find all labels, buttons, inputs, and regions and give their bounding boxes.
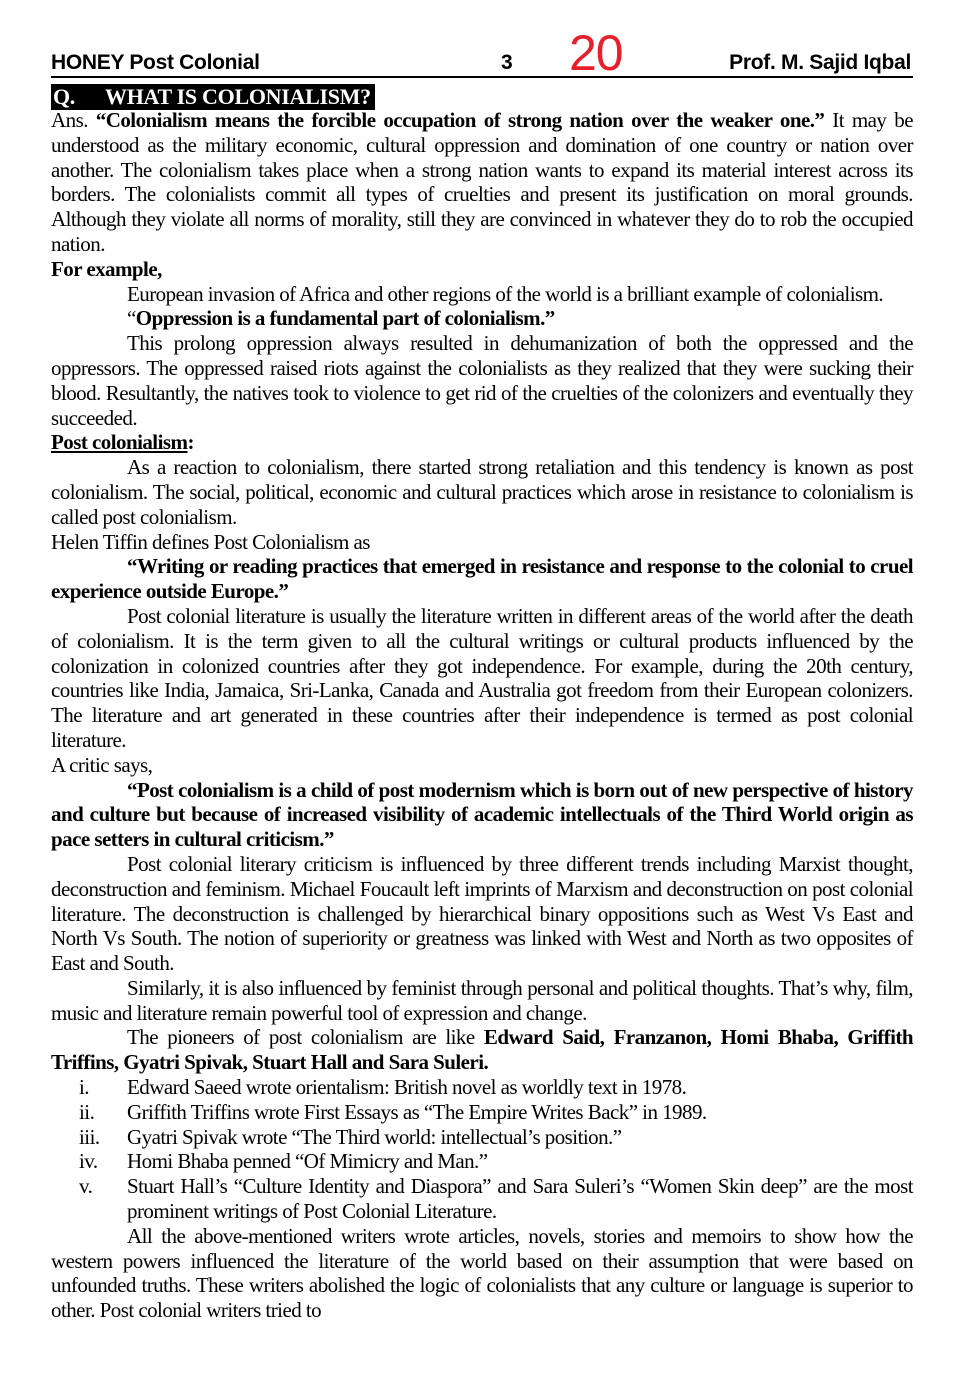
header-author: Prof. M. Sajid Iqbal — [729, 51, 911, 74]
oppression-paragraph: This prolong oppression always resulted in dehumanization of both the oppressed and the oppressors. The oppressed raised riots against the colonialists as they realized that they were sucking their blood. Resultantly, the natives took to violence to get rid of the cruelties of the colonizers and eventually they succeeded. — [51, 331, 913, 430]
list-item — [51, 1149, 913, 1174]
tiffin-quote: “Writing or reading practices that emerged in resistance and response to the colonial to cruel experience outside Europe.” — [51, 554, 913, 604]
pioneers-names: Edward Said, Franzanon, Homi Bhaba, Griffith Triffins, Gyatri Spivak, Stuart Hall and Sara Suleri. — [51, 1025, 913, 1075]
document-body — [51, 108, 913, 1323]
critic-quote: “Post colonialism is a child of post modernism which is born out of new perspective of history and culture but because of increased visibility of academic intellectuals of the Third World origin as pace setters in cultural criticism.” — [51, 777, 913, 852]
answer-text: It may be understood as the military economic, cultural oppression and domination of one country or nation over another. The colonialism takes place when a strong nation wants to expand its material interest across its borders. The colonialists commit all types of cruelties and present its justification on moral grounds. Although they violate all norms of morality, still they are convinced in whatever they do to rob the occupied nation. — [51, 108, 913, 256]
list-item — [51, 1100, 913, 1125]
colonialism-definition: “Colonialism means the forcible occupation of strong nation over the weaker one.” — [95, 108, 825, 132]
conclusion-paragraph: All the above-mentioned writers wrote articles, novels, stories and memoirs to show how the western powers influenced the literature of the world based on their assumption that were based on unfounded truths. These writers abolished the logic of colonialists that any culture or language is superior to other. Post colonial writers tried to — [51, 1223, 913, 1323]
pioneers-paragraph — [51, 1025, 913, 1075]
list-item-number: iv. — [79, 1149, 98, 1174]
header-page-number: 3 — [501, 51, 513, 74]
list-item-text: Edward Saeed wrote orientalism: British novel as worldly text in 1978. — [127, 1075, 687, 1100]
list-item-number: ii. — [79, 1099, 95, 1124]
list-item — [51, 1125, 913, 1150]
list-item-number: iii. — [79, 1124, 100, 1149]
list-item — [51, 1174, 913, 1224]
oppression-quote-text: Oppression is a fundamental part of colonialism.” — [135, 306, 555, 331]
critic-intro: A critic says, — [51, 752, 153, 777]
page-header — [51, 22, 913, 81]
pioneers-intro: The pioneers of post colonialism are like — [127, 1025, 484, 1050]
post-colonialism-heading — [51, 430, 913, 455]
post-colonialism-heading-text: Post colonialism — [51, 430, 188, 455]
heading-colon: : — [187, 430, 194, 455]
list-item-number: v. — [79, 1174, 93, 1199]
list-item-text: Homi Bhaba penned “Of Mimicry and Man.” — [127, 1149, 488, 1174]
tiffin-intro: Helen Tiffin defines Post Colonialism as — [51, 529, 370, 554]
example-heading: For example, — [51, 256, 162, 281]
list-item-number: i. — [79, 1075, 89, 1100]
list-item-text: Stuart Hall’s “Culture Identity and Diaspora” and Sara Suleri’s “Women Skin deep” are the most prominent writings of Post Colonial Literature. — [127, 1174, 913, 1224]
question-label: Q. — [53, 84, 76, 109]
criticism-paragraph: Post colonial literary criticism is influenced by three different trends including Marxist thought, deconstruction and feminism. Michael Foucault left imprints of Marxism and deconstruction on post colonial literature. The deconstruction is challenged by hierarchical binary oppositions such as West Vs East and North Vs South. The notion of superiority or greatness was linked with West and North as two opposites of East and South. — [51, 851, 913, 976]
quote-open-mark: “ — [127, 306, 136, 331]
question-title — [51, 84, 375, 110]
answer-prefix: Ans. — [51, 108, 96, 132]
header-book-title: HONEY Post Colonial — [51, 51, 260, 74]
example-paragraph: European invasion of Africa and other regions of the world is a brilliant example of colonialism. — [127, 281, 884, 306]
literature-paragraph: Post colonial literature is usually the literature written in different areas of the world after the death of colonialism. It is the term given to all the cultural writings or cultural products influenced by the colonization in colonized countries after they got independence. For example, during the 20th century, countries like India, Jamaica, Sri-Lanka, Canada and Australia got freedom from their European colonizers. The literature and art generated in these countries after their independence is termed as post colonial literature. — [51, 603, 913, 752]
works-list — [51, 1075, 913, 1224]
list-item-text: Griffith Triffins wrote First Essays as “The Empire Writes Back” in 1989. — [127, 1099, 707, 1124]
question-text: WHAT IS COLONIALISM? — [105, 84, 371, 109]
answer-paragraph — [51, 108, 913, 257]
list-item — [51, 1075, 913, 1100]
feminism-paragraph: Similarly, it is also influenced by feminist through personal and political thoughts. That’s why, film, music and literature remain powerful tool of expression and change. — [51, 975, 913, 1025]
reaction-paragraph: As a reaction to colonialism, there started strong retaliation and this tendency is known as post colonialism. The social, political, economic and cultural practices which arose in resistance to colonialism is called post colonialism. — [51, 455, 913, 529]
list-item-text: Gyatri Spivak wrote “The Third world: intellectual’s position.” — [127, 1124, 622, 1149]
header-stamp-number: 20 — [569, 25, 623, 81]
oppression-quote — [51, 306, 913, 331]
